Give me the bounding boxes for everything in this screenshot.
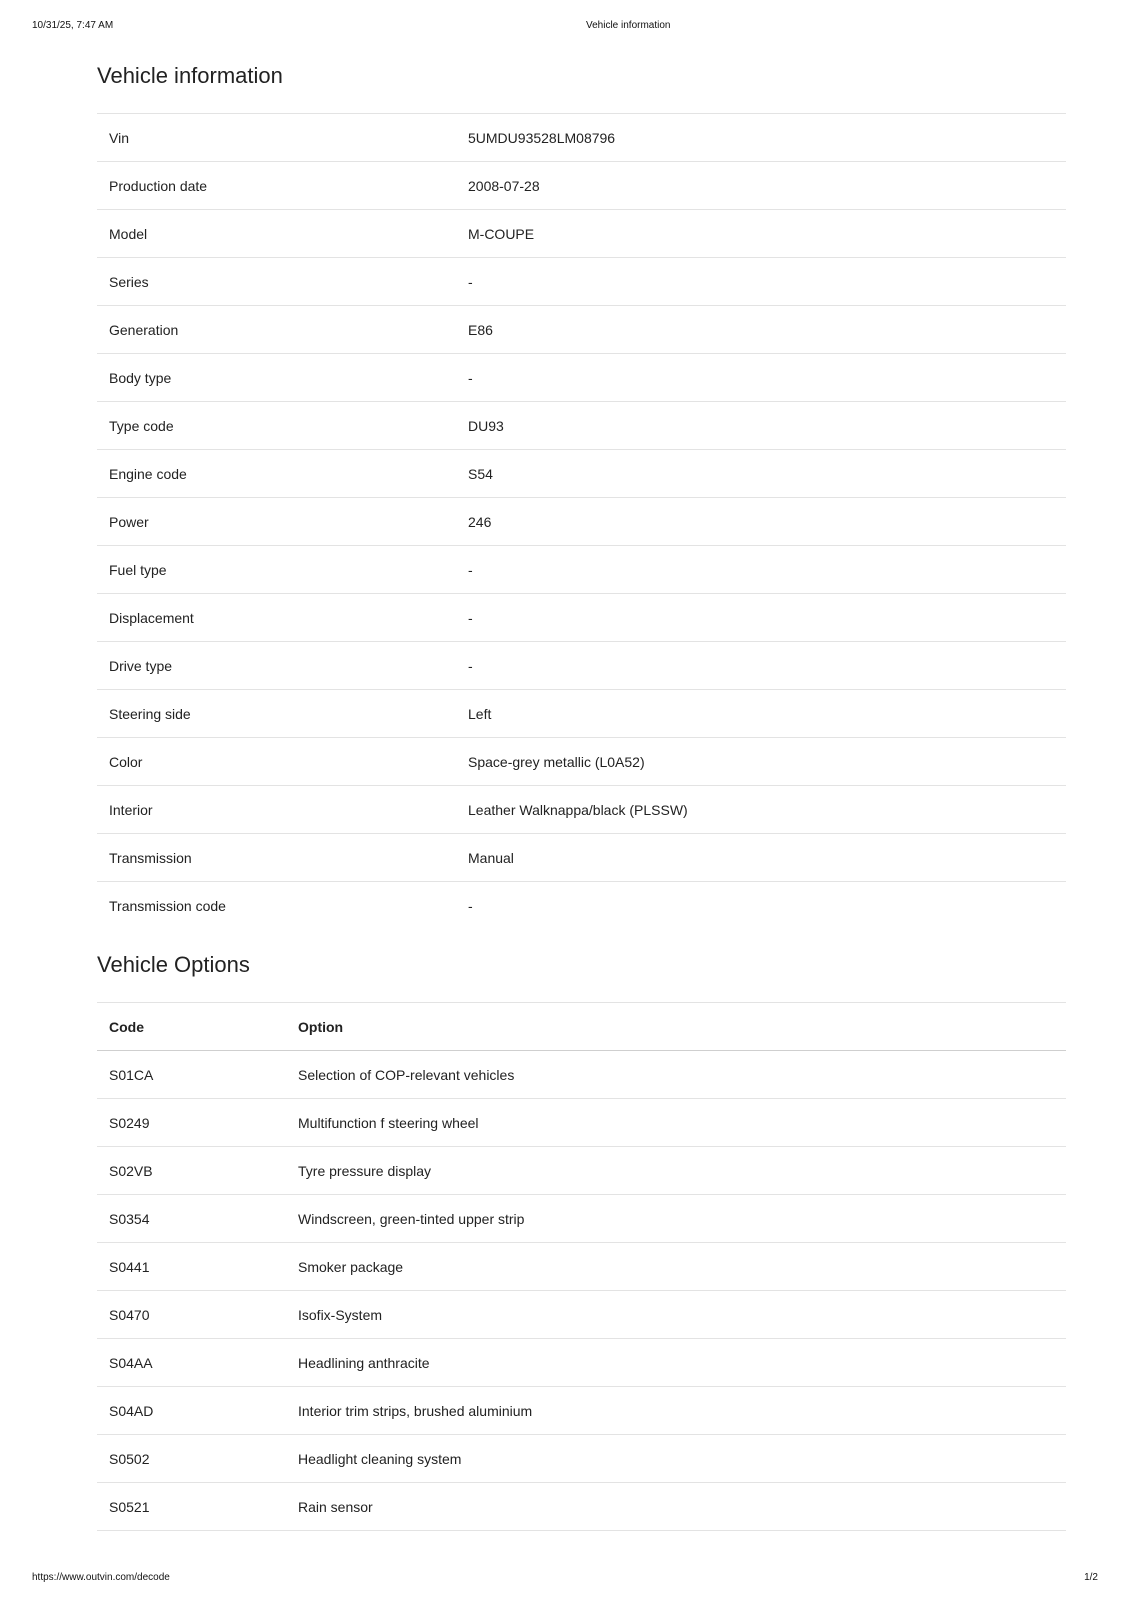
table-row xyxy=(97,882,1066,930)
table-row xyxy=(97,162,1066,210)
table-row xyxy=(97,546,1066,594)
print-url: https://www.outvin.com/decode xyxy=(32,1572,170,1583)
page-content xyxy=(97,58,1066,1531)
field-value: Manual xyxy=(456,834,1066,882)
option-code: S0470 xyxy=(97,1291,286,1339)
field-label: Power xyxy=(97,498,456,546)
field-value: 5UMDU93528LM08796 xyxy=(456,114,1066,162)
table-row xyxy=(97,114,1066,162)
field-value: Left xyxy=(456,690,1066,738)
table-row xyxy=(97,1291,1066,1339)
field-value: M-COUPE xyxy=(456,210,1066,258)
field-value: - xyxy=(456,258,1066,306)
vehicle-information-heading: Vehicle information xyxy=(97,63,283,88)
field-label: Generation xyxy=(97,306,456,354)
field-label: Body type xyxy=(97,354,456,402)
table-row xyxy=(97,1147,1066,1195)
vehicle-options-table xyxy=(97,1002,1066,1531)
option-code: S02VB xyxy=(97,1147,286,1195)
table-row xyxy=(97,402,1066,450)
field-label: Series xyxy=(97,258,456,306)
table-row xyxy=(97,306,1066,354)
option-description: Smoker package xyxy=(286,1243,1066,1291)
table-row xyxy=(97,1195,1066,1243)
field-label: Production date xyxy=(97,162,456,210)
option-description: Rain sensor xyxy=(286,1483,1066,1531)
options-header-row xyxy=(97,1003,1066,1051)
field-label: Steering side xyxy=(97,690,456,738)
option-description: Headlining anthracite xyxy=(286,1339,1066,1387)
field-label: Fuel type xyxy=(97,546,456,594)
table-row xyxy=(97,354,1066,402)
option-code: S04AD xyxy=(97,1387,286,1435)
field-label: Drive type xyxy=(97,642,456,690)
field-value: DU93 xyxy=(456,402,1066,450)
field-value: - xyxy=(456,882,1066,930)
field-label: Type code xyxy=(97,402,456,450)
option-code: S0521 xyxy=(97,1483,286,1531)
field-value: - xyxy=(456,642,1066,690)
option-code: S0249 xyxy=(97,1099,286,1147)
table-row xyxy=(97,690,1066,738)
table-row xyxy=(97,1051,1066,1099)
table-row xyxy=(97,258,1066,306)
print-page-title: Vehicle information xyxy=(586,20,671,31)
table-row xyxy=(97,1435,1066,1483)
field-value: Leather Walknappa/black (PLSSW) xyxy=(456,786,1066,834)
option-description: Interior trim strips, brushed aluminium xyxy=(286,1387,1066,1435)
field-label: Transmission xyxy=(97,834,456,882)
field-label: Displacement xyxy=(97,594,456,642)
table-row xyxy=(97,594,1066,642)
vehicle-information-table xyxy=(97,113,1066,929)
field-value: - xyxy=(456,354,1066,402)
table-row xyxy=(97,1483,1066,1531)
field-value: - xyxy=(456,546,1066,594)
table-row xyxy=(97,210,1066,258)
option-description: Isofix-System xyxy=(286,1291,1066,1339)
field-value: Space-grey metallic (L0A52) xyxy=(456,738,1066,786)
field-value: S54 xyxy=(456,450,1066,498)
table-row xyxy=(97,834,1066,882)
field-label: Interior xyxy=(97,786,456,834)
field-label: Color xyxy=(97,738,456,786)
field-label: Vin xyxy=(97,114,456,162)
option-description: Selection of COP-relevant vehicles xyxy=(286,1051,1066,1099)
table-row xyxy=(97,642,1066,690)
table-row xyxy=(97,1099,1066,1147)
table-row xyxy=(97,738,1066,786)
table-row xyxy=(97,1339,1066,1387)
field-value: 2008-07-28 xyxy=(456,162,1066,210)
table-row xyxy=(97,1243,1066,1291)
option-description: Tyre pressure display xyxy=(286,1147,1066,1195)
column-header-code: Code xyxy=(97,1003,286,1051)
print-footer xyxy=(32,1572,1098,1586)
print-datetime: 10/31/25, 7:47 AM xyxy=(32,20,114,31)
table-row xyxy=(97,450,1066,498)
print-header xyxy=(32,20,1098,34)
table-row xyxy=(97,786,1066,834)
table-row xyxy=(97,498,1066,546)
field-value: E86 xyxy=(456,306,1066,354)
field-label: Model xyxy=(97,210,456,258)
field-label: Transmission code xyxy=(97,882,456,930)
option-code: S01CA xyxy=(97,1051,286,1099)
option-code: S0441 xyxy=(97,1243,286,1291)
option-code: S0502 xyxy=(97,1435,286,1483)
option-code: S04AA xyxy=(97,1339,286,1387)
field-value: 246 xyxy=(456,498,1066,546)
column-header-option: Option xyxy=(286,1003,1066,1051)
option-description: Headlight cleaning system xyxy=(286,1435,1066,1483)
field-value: - xyxy=(456,594,1066,642)
table-row xyxy=(97,1387,1066,1435)
option-code: S0354 xyxy=(97,1195,286,1243)
option-description: Multifunction f steering wheel xyxy=(286,1099,1066,1147)
option-description: Windscreen, green-tinted upper strip xyxy=(286,1195,1066,1243)
field-label: Engine code xyxy=(97,450,456,498)
page-number: 1/2 xyxy=(1084,1572,1098,1583)
vehicle-options-heading: Vehicle Options xyxy=(97,952,250,977)
